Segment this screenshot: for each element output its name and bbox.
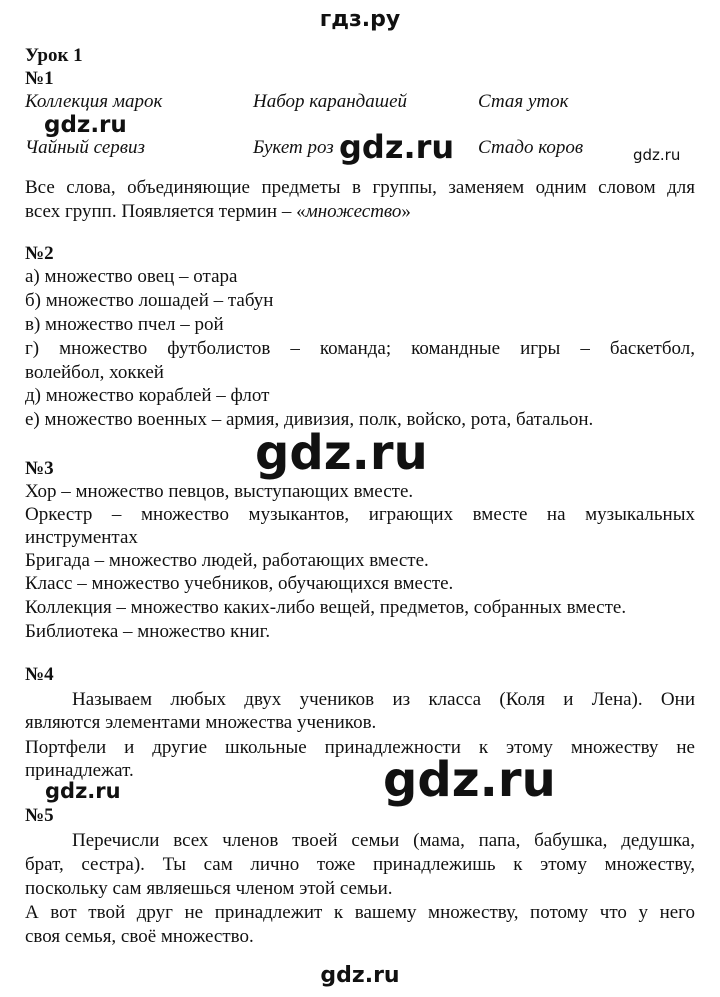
section-2-item-a: а) множество овец – отара [25, 266, 238, 287]
watermark: gdz.ru [44, 112, 127, 138]
section-3-line: инструментах [25, 527, 138, 548]
section-3-line: Оркестр – множество музыкантов, играющих вместе на музыкальных [25, 504, 695, 525]
section-5-line: Перечисли всех членов твоей семьи (мама, папа, бабушка, дедушка, [72, 830, 695, 851]
watermark: gdz.ru [255, 425, 428, 481]
section-1-text-line1: Все слова, объединяющие предметы в группы, заменяем одним словом для [25, 177, 695, 198]
section-3-line: Библиотека – множество книг. [25, 621, 271, 642]
group-pencil-set: Набор карандашей [253, 91, 408, 112]
group-collection-stamps: Коллекция марок [25, 91, 163, 112]
section-1-text-line2 [25, 200, 411, 224]
section-2-item-g-cont: волейбол, хоккей [25, 362, 164, 383]
section-3-line: Хор – множество певцов, выступающих вместе. [25, 481, 414, 502]
term-mnozhestvo: множество [305, 201, 402, 222]
section-3-line: Бригада – множество людей, работающих вместе. [25, 550, 429, 571]
section-3-line: Класс – множество учебников, обучающихся вместе. [25, 573, 454, 594]
section-1-number: №1 [25, 68, 54, 89]
section-1-text-prefix: всех групп. Появляется термин – « [25, 201, 306, 222]
group-flock-ducks: Стая уток [478, 91, 569, 112]
section-1-text-suffix: » [401, 201, 411, 222]
section-2-item-d: д) множество кораблей – флот [25, 385, 270, 406]
section-2-number: №2 [25, 243, 54, 264]
watermark: gdz.ru [383, 752, 556, 808]
lesson-title: Урок 1 [25, 45, 83, 66]
section-5-line: поскольку сам являешься членом этой семьи. [25, 878, 393, 899]
group-herd-cows: Стадо коров [478, 137, 584, 158]
site-header: гдз.ру [319, 7, 401, 32]
section-4-line: Называем любых двух учеников из класса (Коля и Лена). Они [72, 689, 695, 710]
section-5-line: своя семья, своё множество. [25, 926, 254, 947]
section-5-line: брат, сестра). Ты сам лично тоже принадлежишь к этому множеству, [25, 854, 695, 875]
section-2-item-g: г) множество футболистов – команда; командные игры – баскетбол, [25, 338, 695, 359]
section-4-number: №4 [25, 664, 54, 685]
section-3-number: №3 [25, 458, 54, 479]
watermark: gdz.ru [339, 128, 455, 166]
watermark: gdz.ru [633, 146, 681, 164]
section-2-item-v: в) множество пчел – рой [25, 314, 224, 335]
section-5-number: №5 [25, 805, 54, 826]
watermark: gdz.ru [45, 779, 121, 803]
group-bouquet-roses: Букет роз [253, 137, 334, 158]
section-2-item-e: е) множество военных – армия, дивизия, полк, войско, рота, батальон. [25, 409, 594, 430]
group-tea-set: Чайный сервиз [25, 137, 145, 158]
section-4-line: являются элементами множества учеников. [25, 712, 377, 733]
section-3-line: Коллекция – множество каких-либо вещей, предметов, собранных вместе. [25, 597, 627, 618]
section-4-line: принадлежат. [25, 760, 134, 781]
section-5-line: А вот твой друг не принадлежит к вашему множеству, потому что у него [25, 902, 695, 923]
watermark-footer: gdz.ru [320, 963, 400, 988]
section-4-line: Портфели и другие школьные принадлежности к этому множеству не [25, 737, 695, 758]
section-2-item-b: б) множество лошадей – табун [25, 290, 274, 311]
